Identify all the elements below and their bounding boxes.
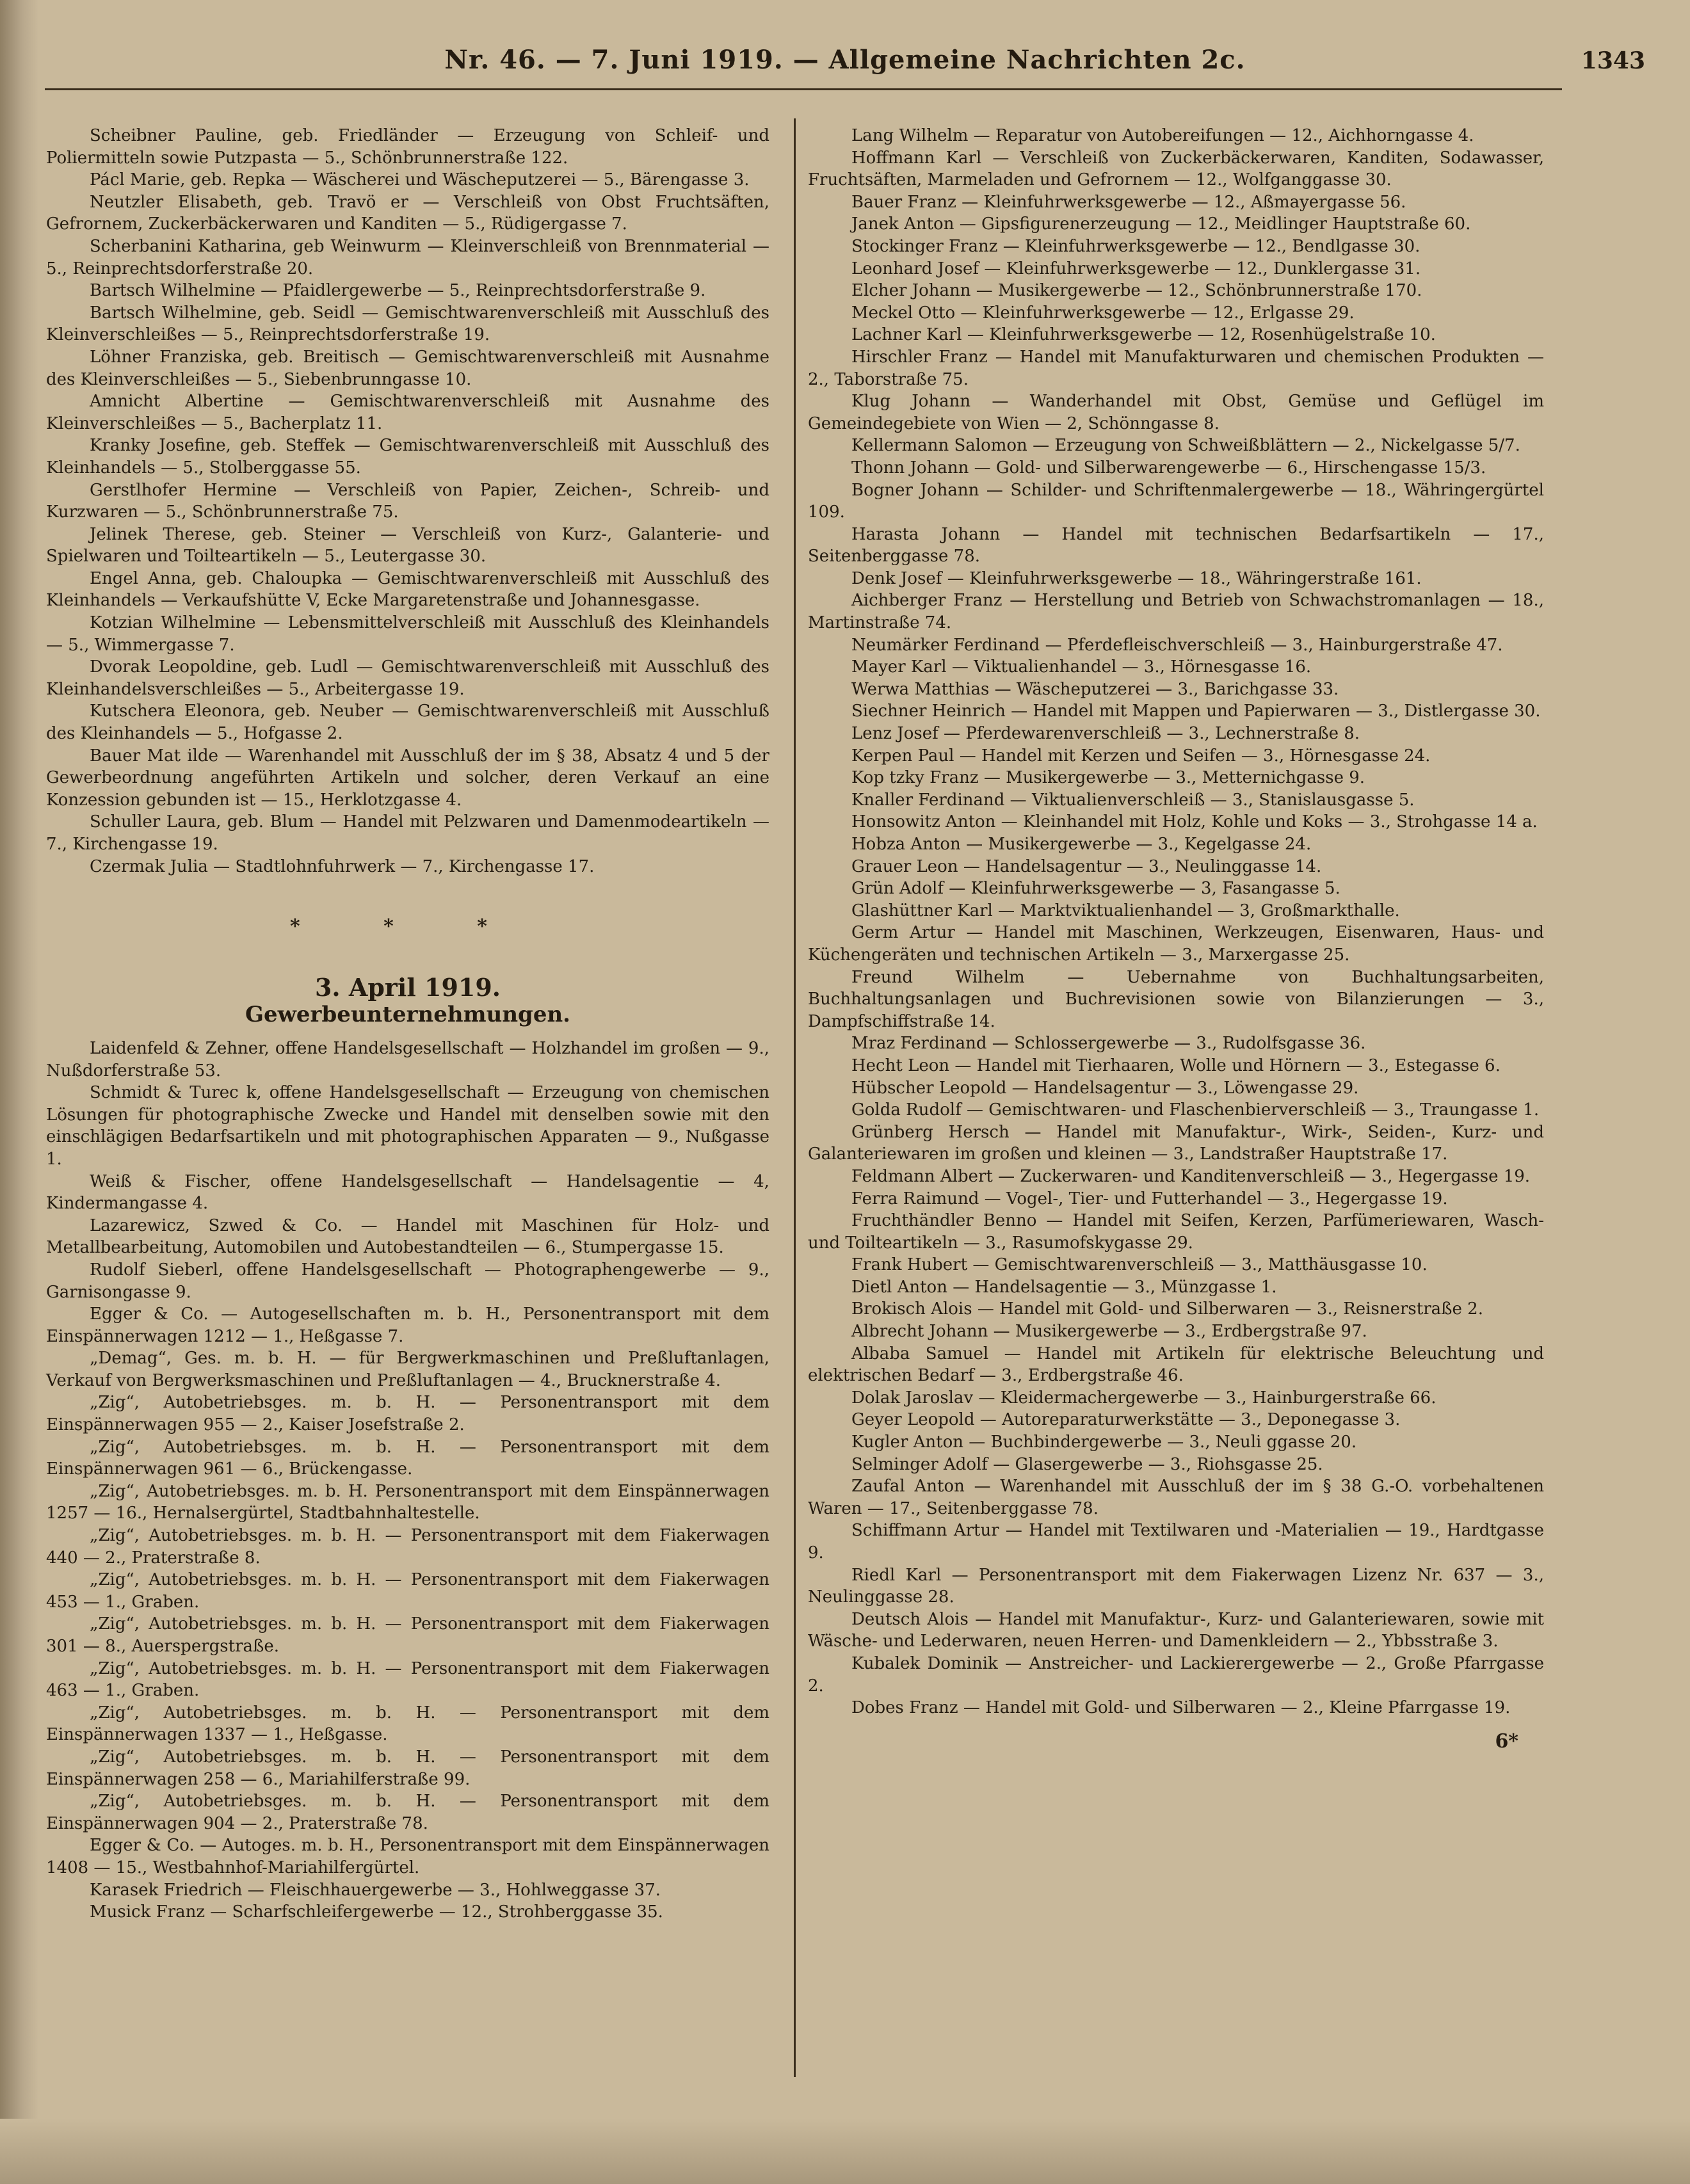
registry-entry: Ferra Raimund — Vogel-, Tier- und Futterhandel — 3., Hegergasse 19. [851, 1189, 1448, 1208]
registry-entry: Aichberger Franz — Herstellung und Betrieb von Schwachstromanlagen — 18., Martinstraße 74. [808, 591, 1544, 633]
registry-entry: Egger & Co. — Autoges. m. b. H., Personentransport mit dem Einspännerwagen 1408 — 15., Westbahnhof-Mariahilfergürtel. [46, 1836, 769, 1877]
registry-entry: Lenz Josef — Pferdewarenverschleiß — 3., Lechnerstraße 8. [851, 724, 1360, 744]
signature-mark: 6* [1495, 1730, 1518, 1753]
paper-bottom-edge [0, 2119, 1690, 2184]
registry-entry: Lachner Karl — Kleinfuhrwerksgewerbe — 12, Rosenhügelstraße 10. [851, 325, 1436, 345]
registry-entry: Kop tzky Franz — Musikergewerbe — 3., Metternichgasse 9. [851, 768, 1365, 788]
section-heading: Gewerbeunternehmungen. [245, 1002, 571, 1028]
registry-entry: Bauer Mat ilde — Warenhandel mit Ausschluß der im § 38, Absatz 4 und 5 der Gewerbeordnung angeführten Artikeln und solcher, deren Verkauf an eine Konzession gebunden ist — 15., Herklotzgasse 4. [46, 746, 769, 810]
registry-entry: Kerpen Paul — Handel mit Kerzen und Seifen — 3., Hörnesgasse 24. [851, 746, 1431, 766]
registry-entry: Hobza Anton — Musikergewerbe — 3., Kegelgasse 24. [851, 835, 1312, 854]
registry-entry: Freund Wilhelm — Uebernahme von Buchhaltungsarbeiten, Buchhaltungsanlagen und Buchrevisionen sowie von Bilanzierungen — 3., Dampfschiffstraße 14. [808, 967, 1544, 1031]
registry-entry: Knaller Ferdinand — Viktualienverschleiß — 3., Stanislausgasse 5. [851, 790, 1415, 810]
registry-entry: Lang Wilhelm — Reparatur von Autobereifungen — 12., Aichhorngasse 4. [851, 126, 1474, 145]
registry-entry: Weiß & Fischer, offene Handelsgesellschaft — Handelsagentie — 4, Kindermangasse 4. [46, 1171, 769, 1214]
page-number: 1343 [1581, 47, 1645, 74]
registry-entry: Dobes Franz — Handel mit Gold- und Silberwaren — 2., Kleine Pfarrgasse 19. [851, 1698, 1511, 1718]
registry-entry: Scherbanini Katharina, geb Weinwurm — Kleinverschleiß von Brennmaterial — 5., Reinprechtsdorferstraße 20. [46, 236, 769, 278]
registry-entry: Riedl Karl — Personentransport mit dem Fiakerwagen Lizenz Nr. 637 — 3., Neulinggasse 28. [808, 1565, 1544, 1607]
registry-entry: Egger & Co. — Autogesellschaften m. b. H., Personentransport mit dem Einspännerwagen 1212 — 1., Heßgasse 7. [46, 1305, 769, 1346]
registry-entry: Gerstlhofer Hermine — Verschleiß von Papier, Zeichen-, Schreib- und Kurzwaren — 5., Schönbrunnerstraße 75. [46, 480, 769, 522]
left-entries-top [46, 125, 769, 878]
header-rule [45, 88, 1562, 90]
registry-entry: Golda Rudolf — Gemischtwaren- und Flaschenbierverschleiß — 3., Traungasse 1. [851, 1100, 1540, 1120]
registry-entry: „Zig“, Autobetriebsges. m. b. H. — Personentransport mit dem Fiakerwagen 301 — 8., Auerspergstraße. [46, 1614, 769, 1656]
registry-entry: Bauer Franz — Kleinfuhrwerksgewerbe — 12., Aßmayergasse 56. [851, 192, 1406, 212]
registry-entry: Schiffmann Artur — Handel mit Textilwaren und -Materialien — 19., Hardtgasse 9. [808, 1521, 1544, 1562]
section-asterisks: * * * [290, 915, 526, 938]
registry-entry: Leonhard Josef — Kleinfuhrwerksgewerbe — 12., Dunklergasse 31. [851, 259, 1421, 278]
registry-entry: Mraz Ferdinand — Schlossergewerbe — 3., Rudolfsgasse 36. [851, 1034, 1366, 1054]
column-divider [794, 118, 796, 2077]
registry-entry: Jelinek Therese, geb. Steiner — Verschleiß von Kurz-, Galanterie- und Spielwaren und Toilteartikeln — 5., Leutergasse 30. [46, 524, 769, 566]
registry-entry: Neumärker Ferdinand — Pferdefleischverschleiß — 3., Hainburgerstraße 47. [851, 635, 1503, 655]
registry-entry: Germ Artur — Handel mit Maschinen, Werkzeugen, Eisenwaren, Haus- und Küchengeräten und technischen Artikeln — 3., Marxergasse 25. [808, 923, 1544, 965]
registry-entry: Kranky Josefine, geb. Steffek — Gemischtwarenverschleiß mit Ausschluß des Kleinhandels — 5., Stolberggasse 55. [46, 436, 769, 478]
registry-entry: Denk Josef — Kleinfuhrwerksgewerbe — 18., Währingerstraße 161. [851, 568, 1422, 588]
registry-entry: Czermak Julia — Stadtlohnfuhrwerk — 7., Kirchengasse 17. [90, 856, 595, 876]
registry-entry: Hecht Leon — Handel mit Tierhaaren, Wolle und Hörnern — 3., Estegasse 6. [851, 1056, 1501, 1075]
registry-entry: Werwa Matthias — Wäscheputzerei — 3., Barichgasse 33. [851, 679, 1339, 699]
registry-entry: Neutzler Elisabeth, geb. Travö er — Verschleiß von Obst Fruchtsäften, Gefrornem, Zuckerbäckerwaren und Kanditen — 5., Rüdigergasse 7. [46, 192, 769, 234]
registry-entry: Deutsch Alois — Handel mit Manufaktur-, Kurz- und Galanteriewaren, sowie mit Wäsche- und Lederwaren, neuen Herren- und Damenkleidern — 2., Ybbsstraße 3. [808, 1609, 1544, 1651]
registry-entry: Bartsch Wilhelmine — Pfaidlergewerbe — 5., Reinprechtsdorferstraße 9. [90, 281, 706, 301]
registry-entry: Honsowitz Anton — Kleinhandel mit Holz, Kohle und Koks — 3., Strohgasse 14 a. [851, 812, 1538, 832]
registry-entry: Selminger Adolf — Glasergewerbe — 3., Riohsgasse 25. [851, 1454, 1323, 1474]
registry-entry: „Zig“, Autobetriebsges. m. b. H. — Personentransport mit dem Einspännerwagen 961 — 6., Brückengasse. [46, 1437, 769, 1479]
registry-entry: Elcher Johann — Musikergewerbe — 12., Schönbrunnerstraße 170. [851, 281, 1422, 301]
paper-edge-shadow [0, 0, 38, 2184]
registry-entry: Kutschera Eleonora, geb. Neuber — Gemischtwarenverschleiß mit Ausschluß des Kleinhandels — 5., Hofgasse 2. [46, 702, 769, 744]
registry-entry: Rudolf Sieberl, offene Handelsgesellschaft — Photographengewerbe — 9., Garnisongasse 9. [46, 1260, 769, 1302]
registry-entry: Albrecht Johann — Musikergewerbe — 3., Erdbergstraße 97. [851, 1322, 1367, 1342]
left-column [46, 125, 769, 1923]
registry-entry: Frank Hubert — Gemischtwarenverschleiß — 3., Matthäusgasse 10. [851, 1255, 1428, 1275]
registry-entry: Bogner Johann — Schilder- und Schriftenmalergewerbe — 18., Währingergürtel 109. [808, 480, 1544, 522]
registry-entry: „Demag“, Ges. m. b. H. — für Bergwerkmaschinen und Preßluftanlagen, Verkauf von Bergwerksmaschinen und Preßluftanlagen — 4., Brucknerstraße 4. [46, 1349, 769, 1390]
registry-entry: Schmidt & Turec k, offene Handelsgesellschaft — Erzeugung von chemischen Lösungen für photographische Zwecke und Handel mit denselben sowie mit den einschlägigen Bedarfsartikeln und mit photographischen Apparaten — 9., Nußgasse 1. [46, 1083, 769, 1169]
registry-entry: Glashüttner Karl — Marktviktualienhandel — 3, Großmarkthalle. [851, 901, 1400, 920]
registry-entry: Mayer Karl — Viktualienhandel — 3., Hörnesgasse 16. [851, 657, 1312, 677]
registry-entry: Grünberg Hersch — Handel mit Manufaktur-, Wirk-, Seiden-, Kurz- und Galanteriewaren im großen und kleinen — 3., Landstraßer Hauptstraße 17. [808, 1122, 1544, 1164]
page-header [0, 38, 1690, 90]
registry-entry: Kellermann Salomon — Erzeugung von Schweißblättern — 2., Nickelgasse 5/7. [851, 436, 1520, 456]
registry-entry: Dietl Anton — Handelsagentie — 3., Münzgasse 1. [851, 1277, 1277, 1297]
registry-entry: „Zig“, Autobetriebsges. m. b. H. — Personentransport mit dem Fiakerwagen 453 — 1., Graben. [46, 1570, 769, 1612]
registry-entry: Janek Anton — Gipsfigurenerzeugung — 12., Meidlinger Hauptstraße 60. [851, 214, 1471, 234]
registry-entry: „Zig“, Autobetriebsges. m. b. H. — Personentransport mit dem Fiakerwagen 440 — 2., Praterstraße 8. [46, 1526, 769, 1568]
registry-entry: „Zig“, Autobetriebsges. m. b. H. — Personentransport mit dem Einspännerwagen 1337 — 1., Heßgasse. [46, 1703, 769, 1745]
registry-entry: Bartsch Wilhelmine, geb. Seidl — Gemischtwarenverschleiß mit Ausschluß des Kleinverschleißes — 5., Reinprechtsdorferstraße 19. [46, 303, 769, 345]
registry-entry: Harasta Johann — Handel mit technischen Bedarfsartikeln — 17., Seitenberggasse 78. [808, 524, 1544, 566]
right-entries [808, 125, 1544, 1719]
registry-entry: Hübscher Leopold — Handelsagentur — 3., Löwengasse 29. [851, 1078, 1359, 1098]
registry-entry: Pácl Marie, geb. Repka — Wäscherei und Wäscheputzerei — 5., Bärengasse 3. [90, 170, 750, 190]
registry-entry: Karasek Friedrich — Fleischhauergewerbe — 3., Hohlweggasse 37. [90, 1880, 661, 1900]
registry-entry: Kubalek Dominik — Anstreicher- und Lackierergewerbe — 2., Große Pfarrgasse 2. [808, 1653, 1544, 1696]
registry-entry: Albaba Samuel — Handel mit Artikeln für elektrische Beleuchtung und elektrischen Bedarf — 3., Erdbergstraße 46. [808, 1344, 1544, 1386]
registry-entry: Löhner Franziska, geb. Breitisch — Gemischtwarenverschleiß mit Ausnahme des Kleinverschleißes — 5., Siebenbrunngasse 10. [46, 347, 769, 389]
registry-entry: Scheibner Pauline, geb. Friedländer — Erzeugung von Schleif- und Poliermitteln sowie Putzpasta — 5., Schönbrunnerstraße 122. [46, 126, 769, 168]
registry-entry: Klug Johann — Wanderhandel mit Obst, Gemüse und Geflügel im Gemeindegebiete von Wien — 2, Schönngasse 8. [808, 392, 1544, 433]
registry-entry: Kugler Anton — Buchbindergewerbe — 3., Neuli ggasse 20. [851, 1433, 1357, 1452]
registry-entry: Meckel Otto — Kleinfuhrwerksgewerbe — 12., Erlgasse 29. [851, 303, 1355, 323]
registry-entry: Feldmann Albert — Zuckerwaren- und Kanditenverschleiß — 3., Hegergasse 19. [851, 1166, 1531, 1186]
registry-entry: Hirschler Franz — Handel mit Manufakturwaren und chemischen Produkten — 2., Taborstraße 75. [808, 347, 1544, 389]
registry-entry: Dolak Jaroslav — Kleidermachergewerbe — 3., Hainburgerstraße 66. [851, 1388, 1436, 1408]
registry-entry: Brokisch Alois — Handel mit Gold- und Silberwaren — 3., Reisnerstraße 2. [851, 1299, 1483, 1319]
header-title: Nr. 46. — 7. Juni 1919. — Allgemeine Nachrichten 2c. [444, 45, 1246, 75]
registry-entry: Laidenfeld & Zehner, offene Handelsgesellschaft — Holzhandel im großen — 9., Nußdorferstraße 53. [46, 1038, 769, 1080]
registry-entry: Lazarewicz, Szwed & Co. — Handel mit Maschinen für Holz- und Metallbearbeitung, Automobilen und Autobestandteilen — 6., Stumpergasse 15. [46, 1216, 769, 1258]
registry-entry: „Zig“, Autobetriebsges. m. b. H. — Personentransport mit dem Einspännerwagen 258 — 6., Mariahilferstraße 99. [46, 1747, 769, 1789]
registry-entry: Amnicht Albertine — Gemischtwarenverschleiß mit Ausnahme des Kleinverschleißes — 5., Bacherplatz 11. [46, 392, 769, 433]
registry-entry: „Zig“, Autobetriebsges. m. b. H. — Personentransport mit dem Einspännerwagen 955 — 2., Kaiser Josefstraße 2. [46, 1393, 769, 1435]
registry-entry: „Zig“, Autobetriebsges. m. b. H. — Personentransport mit dem Fiakerwagen 463 — 1., Graben. [46, 1658, 769, 1701]
date-heading: 3. April 1919. [314, 972, 501, 1002]
registry-entry: Stockinger Franz — Kleinfuhrwerksgewerbe — 12., Bendlgasse 30. [851, 236, 1420, 256]
registry-entry: Zaufal Anton — Warenhandel mit Ausschluß der im § 38 G.-O. vorbehaltenen Waren — 17., Seitenberggasse 78. [808, 1477, 1544, 1518]
registry-entry: Kotzian Wilhelmine — Lebensmittelverschleiß mit Ausschluß des Kleinhandels — 5., Wimmergasse 7. [46, 613, 769, 655]
registry-entry: Fruchthändler Benno — Handel mit Seifen, Kerzen, Parfümeriewaren, Wasch- und Toilteartikeln — 3., Rasumofskygasse 29. [808, 1211, 1544, 1253]
right-column [808, 125, 1544, 1753]
registry-entry: Hoffmann Karl — Verschleiß von Zuckerbäckerwaren, Kanditen, Sodawasser, Fruchtsäften, Marmeladen und Gefrornem — 12., Wolfganggasse 30. [808, 148, 1544, 190]
registry-entry: Siechner Heinrich — Handel mit Mappen und Papierwaren — 3., Distlergasse 30. [851, 702, 1541, 721]
registry-entry: Grauer Leon — Handelsagentur — 3., Neulinggasse 14. [851, 856, 1322, 876]
registry-entry: Geyer Leopold — Autoreparaturwerkstätte — 3., Deponegasse 3. [851, 1410, 1401, 1430]
registry-entry: „Zig“, Autobetriebsges. m. b. H. Personentransport mit dem Einspännerwagen 1257 — 16., Hernalsergürtel, Stadtbahnhaltestelle. [46, 1481, 769, 1523]
left-entries-bottom [46, 1038, 769, 1923]
registry-entry: Grün Adolf — Kleinfuhrwerksgewerbe — 3, Fasangasse 5. [851, 879, 1340, 899]
registry-entry: Dvorak Leopoldine, geb. Ludl — Gemischtwarenverschleiß mit Ausschluß des Kleinhandelsverschleißes — 5., Arbeitergasse 19. [46, 657, 769, 699]
registry-entry: „Zig“, Autobetriebsges. m. b. H. — Personentransport mit dem Einspännerwagen 904 — 2., Praterstraße 78. [46, 1792, 769, 1833]
registry-entry: Thonn Johann — Gold- und Silberwarengewerbe — 6., Hirschengasse 15/3. [851, 458, 1486, 478]
registry-entry: Schuller Laura, geb. Blum — Handel mit Pelzwaren und Damenmodeartikeln — 7., Kirchengasse 19. [46, 812, 769, 854]
registry-entry: Engel Anna, geb. Chaloupka — Gemischtwarenverschleiß mit Ausschluß des Kleinhandels — Verkaufshütte V, Ecke Margaretenstraße und Johannesgasse. [46, 568, 769, 611]
registry-entry: Musick Franz — Scharfschleifergewerbe — 12., Strohberggasse 35. [90, 1902, 663, 1922]
